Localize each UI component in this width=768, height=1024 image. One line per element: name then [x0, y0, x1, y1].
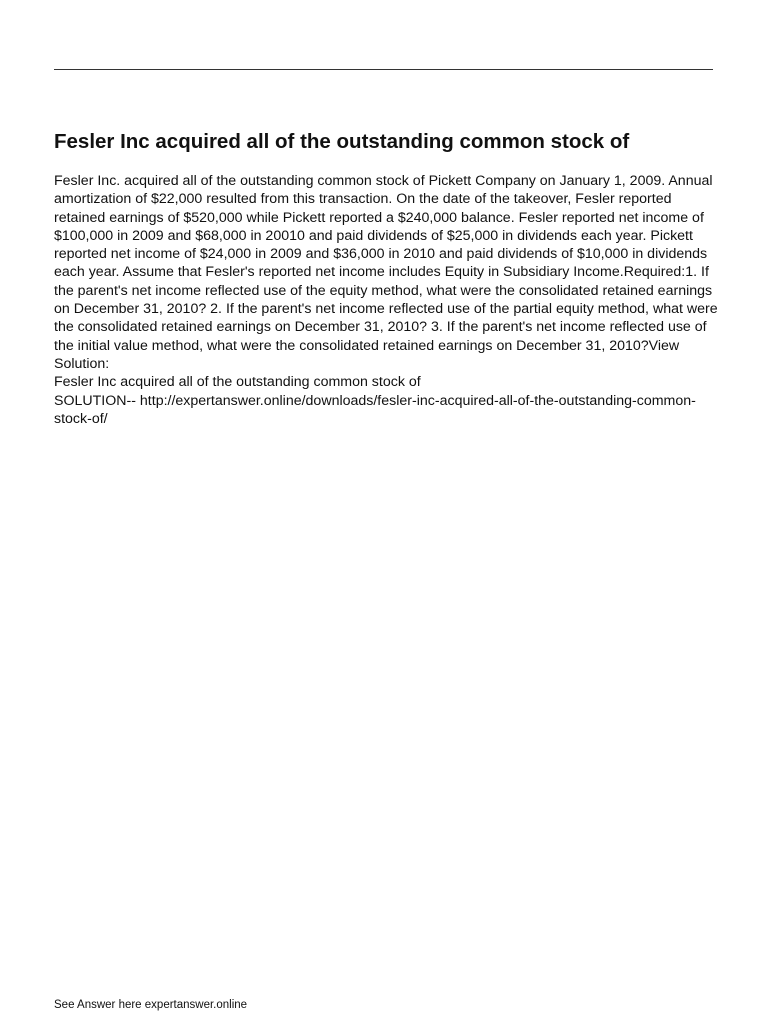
repeat-title-line: Fesler Inc acquired all of the outstanding common stock of	[54, 374, 421, 391]
document-title: Fesler Inc acquired all of the outstanding common stock of	[54, 130, 630, 153]
page-footer: See Answer here expertanswer.online	[54, 999, 248, 1011]
top-divider	[54, 69, 713, 70]
solution-link-line: SOLUTION-- http://expertanswer.online/downloads/fesler-inc-acquired-all-of-the-outstanding-common-stock-of/	[54, 392, 696, 427]
question-paragraph: Fesler Inc. acquired all of the outstanding common stock of Pickett Company on January 1, 2009. Annual amortization of $22,000 resulted from this transaction. On the date of the takeover, Fesler reported retained earnings of $520,000 while Pickett reported a $240,000 balance. Fesler reported net income of $100,000 in 2009 and $68,000 in 20010 and paid dividends of $25,000 in dividends each year. Pickett reported net income of $24,000 in 2009 and $36,000 in 2010 and paid dividends of $10,000 in dividends each year. Assume that Fesler's reported net income includes Equity in Subsidiary Income.Required:1. If the parent's net income reflected use of the equity method, what were the consolidated retained earnings on December 31, 2010? 2. If the parent's net income reflected use of the partial equity method, what were the consolidated retained earnings on December 31, 2010? 3. If the parent's net income reflected use of the initial value method, what were the consolidated retained earnings on December 31, 2010?View Solution:	[54, 173, 718, 372]
document-body	[54, 172, 724, 428]
